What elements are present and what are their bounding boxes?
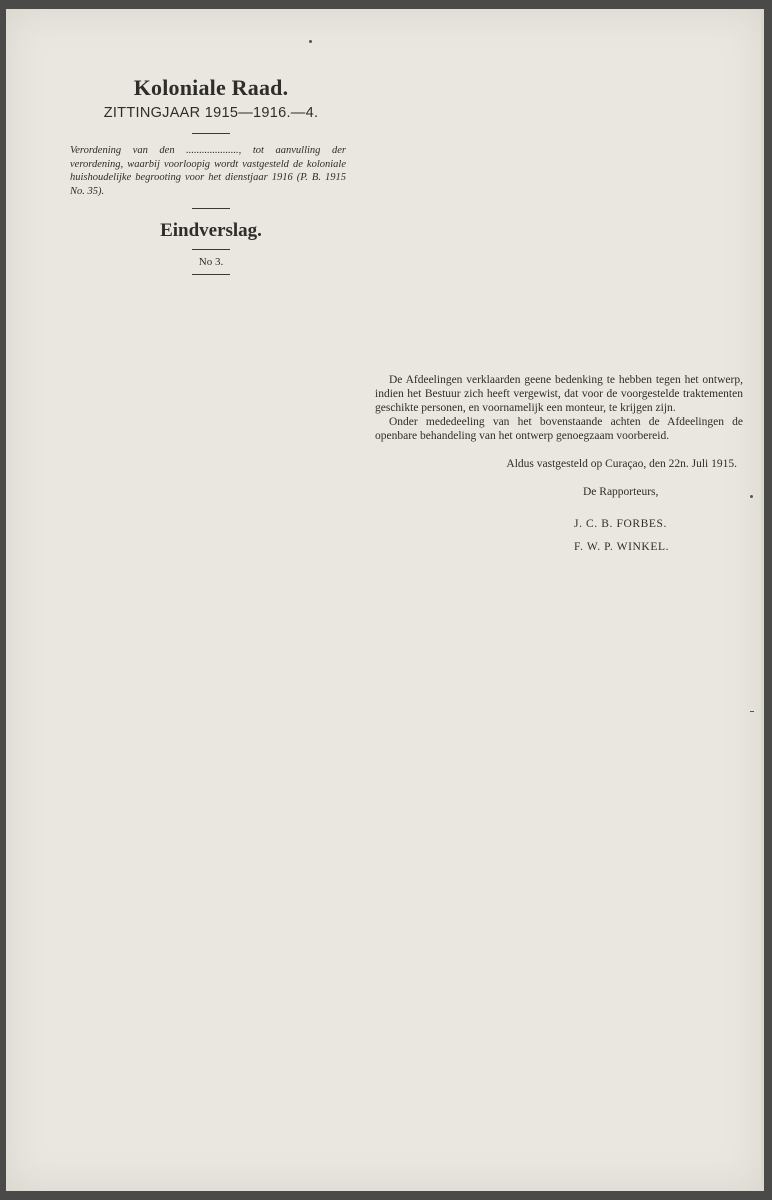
rapporteurs-label: De Rapporteurs, xyxy=(583,486,659,498)
speck-mark xyxy=(750,495,753,498)
report-heading: Eindverslag. xyxy=(160,220,262,241)
page-edge xyxy=(761,9,764,1191)
signed-line: Aldus vastgesteld op Curaçao, den 22n. Juli 1915. xyxy=(506,458,737,470)
speck-mark xyxy=(309,40,312,43)
signatory-name: F. W. P. WINKEL. xyxy=(574,541,670,553)
session-year: ZITTINGJAAR 1915—1916.—4. xyxy=(103,105,319,121)
body-paragraph: De Afdeelingen verklaarden geene bedenking te hebben tegen het ontwerp, indien het Bestuur zich heeft vergewist, dat voor de voorgestelde traktementen geschikte personen, en voornamelijk een monteur, te krijgen zijn. xyxy=(375,374,743,414)
divider-rule xyxy=(192,249,230,250)
document-page xyxy=(6,9,764,1191)
header-block xyxy=(70,75,352,285)
speck-mark xyxy=(750,711,754,712)
body-paragraph: Onder mededeeling van het bovenstaande achten de Afdeelingen de openbare behandeling van het ontwerp genoegzaam voorbereid. xyxy=(375,416,743,442)
divider-rule xyxy=(192,274,230,275)
divider-rule xyxy=(192,208,230,209)
report-body xyxy=(375,373,743,559)
document-title: Koloniale Raad. xyxy=(133,75,289,100)
ordinance-description: Verordening van den ...................., tot aanvulling der verordening, waarbij voorloopig wordt vastgesteld de koloniale huishoudelijke begrooting voor het dienstjaar 1916 (P. B. 1915 No. 35). xyxy=(70,145,346,197)
signatories xyxy=(375,513,743,559)
divider-rule xyxy=(192,133,230,134)
report-number: No 3. xyxy=(198,256,224,268)
signatory-name: J. C. B. FORBES. xyxy=(574,518,668,530)
